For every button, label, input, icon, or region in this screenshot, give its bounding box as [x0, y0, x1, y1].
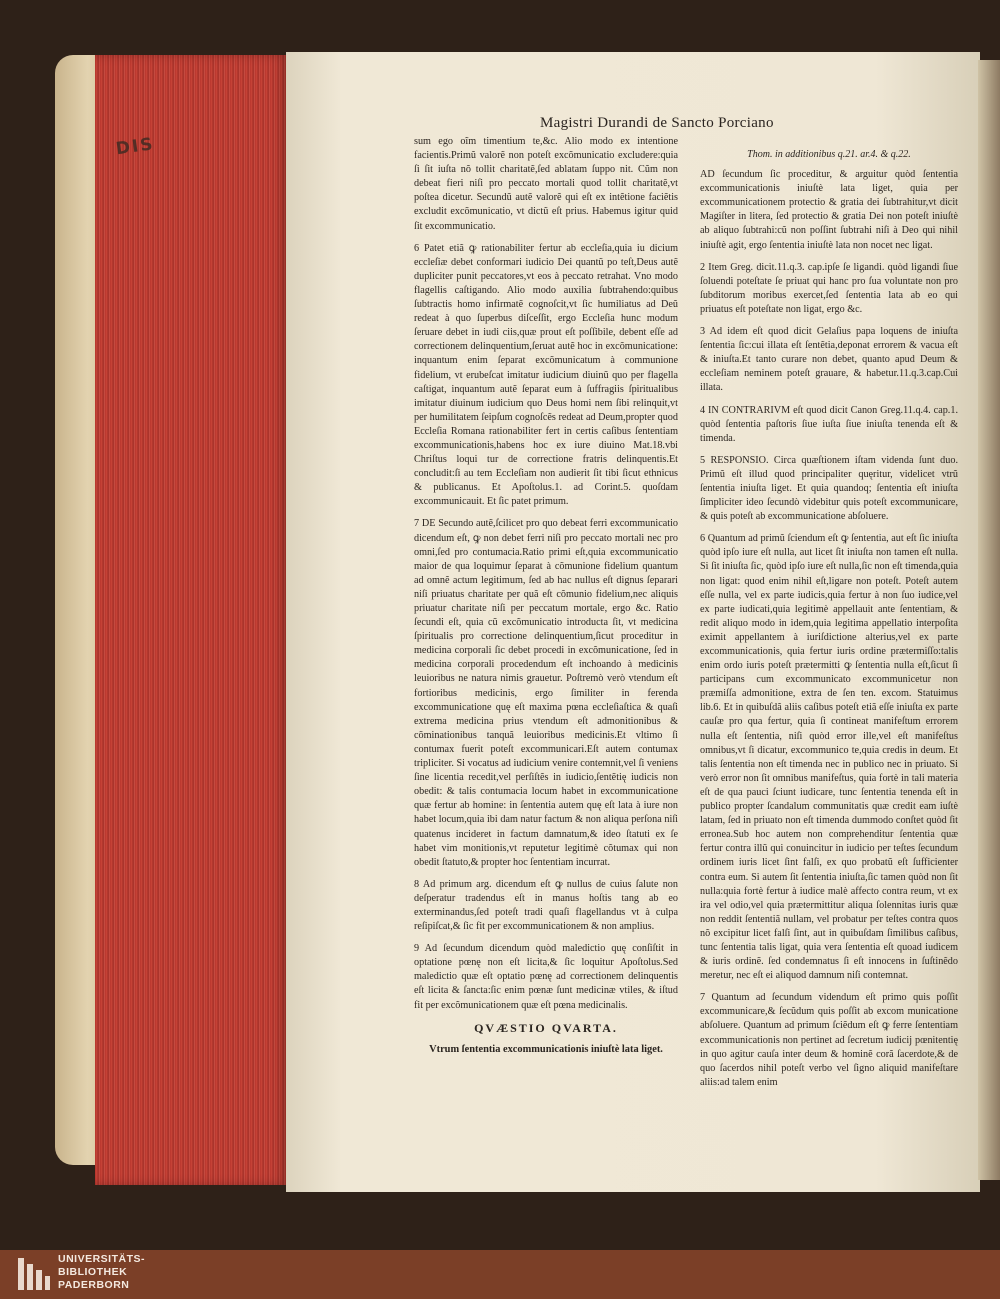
paragraph: 9 Ad ſecundum dicendum quòd maledictio quę conſiſtit in optatione pœnę non eſt licita,& ſic loquitur Apoſtolus.Sed maledictio quæ eſt optatio pœnę ad correctionem delinquentis eſt licita & ſancta:ſic enim pœnæ ſunt medicinæ vtiles, & iſtud fit per excõmunicationem quæ eſt pœna medicinalis.: [414, 943, 678, 1011]
paragraph: 2 Item Greg. dicit.11.q.3. cap.ipſe ſe ligandi. quòd ligandi ſiue ſoluendi poteſtate ſe priuat qui hanc pro ſua voluntate non pro ſubditorum moribus exercet,ſed ſententia lata ab eo qui priuatus eſt poteſtate non ligat, ergo &c.: [700, 261, 958, 315]
marginal-reference: Thom. in additionibus q.21. ar.4. & q.22.: [747, 149, 911, 160]
paragraph: 6 Quantum ad primũ ſciendum eſt ꝙ ſententia, aut eſt ſic iniuſta quòd ipſo iure eſt nulla, aut licet ſit iniuſta non tamen eſt nulla. Si ſit iniuſta ſic, quòd ipſo iure eſt nulla,ſic non eſt timenda,quia non ligat: quod enim nihil eſt,ligare non poteſt. Poteſt autem eſſe nulla, vel ex parte iudicis,quia fertur à non ſuo iudice,vel ex parte iudicati,quia legitimè appellauit ante ſententiam, & redit aliquo modo in idem,quia legitima appellatio interpoſita eximit appellantem à iuriſdictione alterius,vel ex parte excommunicationis, quia fertur iuris ordine prætermiſſo:talis enim ordo iuris poteſt prætermitti ꝙ ſententia nulla eſt,ſicut ſi participans cum excommunicato excommunicetur non præmiſſa admonitione, extra de ſen ten. excom. Statuimus lib.6. Et in quibuſdã aliis caſibus poteſt etiã eſſe iniuſta ex parte cauſæ pro qua fertur, quia ſi contineat manifeſtum errorem nulla eſt ſententia, niſi quòd error ille,vel eſt manifeſtus omnibus,vt ſi dicatur, excommunico te,quia credis in deum. Et talis ſententia non eſt timenda nec in publico nec in priuato. Si verò error non ſit omnibus manifeſtus, quia fortè in tali materia eſt de qua pauci ſciunt iudicare, tunc ſententia tenenda eſt in publico propter ſcandalum communitatis quæ credit eam iuſtè latam, ſed in priuato non eſt timenda dummodo conſtet quòd ſit erronea.Sub hoc autem non comprehenditur ſententia quæ fertur contra illũ qui conuincitur in iudicio per teſtes ſecundum ordinem iuris licet ſint falſi, ex quo probatũ eſt ſufficienter contra eum. Si autem ſit ſententia iniuſta,ſic tamen quòd non ſit nulla:quia fortè fertur à iudice malè affecto contra reum, vt ex ira vel odio,vel quia prætermittitur aliqua ſolennitas iuris quæ non reddit ſententiã nullam, vel probatur per teſtes contra quos nõ excipitur licet falſi ſint, aut in quibuſdam ſimilibus caſibus, tunc ſententia talis ligat, quia vera ſententia eſt quoad iudicem & iuris ordinẽ. ſed condemnatus ſi eſt innocens in ſuſtinẽdo meretur, nec eſt ei aliquod damnum niſi contemnat.: [700, 533, 958, 982]
left-text-column: [414, 135, 678, 1065]
paragraph: 8 Ad primum arg. dicendum eſt ꝙ nullus de cuius ſalute non deſperatur tradendus eſt in manus hoſtis tang ab eo exterminandus,ſed poteſt tradi quaſi flagellandus vt à culpa reſipiſcat,& ſic fit per excommunicationem & non amplius.: [414, 878, 678, 933]
paragraph: 5 RESPONSIO. Circa quæſtionem iſtam videnda ſunt duo. Primũ eſt illud quod principaliter quęritur, videlicet vtrũ ſententia iniuſta liget. Et quia quandoq; ſententia eſt iniuſta ſimpliciter ideo ſecundò videbitur quis poteſt excommunicare, & quis poteſt ab excommunicatione abſoluere.: [700, 454, 958, 523]
paragraph: 7 DE Secundo autẽ,ſcilicet pro quo debeat ferri excommunicatio dicendum eſt, ꝙ non debet ferri niſi pro peccato mortali nec pro omni,ſed pro contumacia.Ratio primi eſt,quia excommunicatio maior de qua loquimur ſeparat à cõmunione fidelium quantum ad omnẽ actum legitimum, ſed ab hac nullus eſt dignus ſeparari niſi priuatus charitate per quã eſt cõmunio fidelium,nec aliquis priuatur charitate niſi per peccatum mortale, ergo &c. Ratio ſecundi eſt, quia cũ excõmunicatio introducta ſit, vt medicina ſpiritualis pro correctione delinquentium,ſicut proceditur in medicina corporali ſic debet procedi in excõmunicatione, ſed in medicina corporali procedendum eſt inchoando à medicinis leuioribus ne natura nimis grauetur. Poſtremò verò vtendum eſt fortioribus medicinis, ergo ſimiliter in ferenda excommunicatione quę eſt maxima pœna eccleſiaſtica & quaſi extrema medicina prius vtendum eſt admonitionibus & cõminationibus tanquã leuioribus medicinis.Et vltimo ſi contumax fuerit poteſt excommunicari.Eſt autem contumax tripliciter. Si vocatus ad iudicium venire contemnit,vel ſi veniens ſine licentia recedit,vel perſiſtẽs in iudicio,ſentẽtię iudicis non obedit: & talis contumacia locum habet in excommunicatione quæ fertur ab homine: in ſententia autem quę eſt lata à iure non habet locum,quia ibi dam natur factum & non aliqua perſona niſi quatenus incideret in factum damnatum,& ideo ſtatuti ex ſe habet vim monitionis,vt reputetur legitimè cõtumax qui non obedit ſtatuto,& propter hoc ſententiam incurrat.: [414, 518, 678, 868]
library-logo-icon: [18, 1258, 50, 1290]
paragraph: 3 Ad idem eſt quod dicit Gelaſius papa loquens de iniuſta ſententia ſic:cui illata eſt ſentẽtia,deponat errorem & vacua eſt & iniuſta.Et tanto curare non debet, quanto apud Deum & eccleſiam neminem poteſt grauare, & habetur.11.q.3.cap.Cui illata.: [700, 326, 958, 394]
question-subtitle: Vtrum ſententia excommunicationis iniuſtè lata liget.: [429, 1043, 663, 1055]
right-text-column: [700, 148, 958, 1098]
question-title: QVÆSTIO QVARTA.: [474, 1020, 618, 1035]
red-fore-edge: [95, 55, 288, 1185]
library-name-line: UNIVERSITÄTS-: [58, 1253, 146, 1265]
paragraph: 7 Quantum ad ſecundum videndum eſt primo quis poſſit excommunicare,& ſecũdum quis poſſit ab excom municatione abſoluere. Quantum ad primum ſciẽdum eſt ꝙ ferre ſententiam excommunicationis non pertinet ad ſecretum iudicij pœnitentię in quo agitur cauſa inter deum & hominẽ corã ſacerdote,& de quo ſacerdos nihil poteſt verbo vel ſigno aliquid manifeſtare aliis:ad talem enim: [700, 992, 958, 1088]
paragraph: 6 Patet etiã ꝙ rationabiliter fertur ab eccleſia,quia iu dicium eccleſiæ debet conformari iudicio Dei quantũ po teſt,Deus autẽ dupliciter punit peccatores,vt eos à peccato retrahat. Vno modo flagellis caſtigando. Alio modo auxilia ſubtrahendo:quibus ſubtractis homo infirmatẽ cognoſcit,vt ſic humiliatus ad Deũ redeat à quo ſuperbus diſceſſit, ergo Eccleſia hunc modum ſeruare debet in iudi ciis,quæ prout eſt poſſibile, debent eſſe ad correctionem delinquentium,ſeruat autẽ hoc in excõmunicatione: inquantum enim ſeparat excõmunicatum à communione fidelium, vt erubeſcat imitatur iudicium diuinũ quo per flagella caſtigat, inquantum autẽ ſeparat eum à ſuffragiis ſpiritualibus imitatur diuinum iudicium quo Deus homi nem ſibi relinquit,vt per humilitatem ſeipſum cognoſcẽs redeat ad Deum,propter quod Eccleſia Romana rationabiliter fert in certis caſibus ſententiam excommunicationis,habens hoc ex iure diuino Mat.18.vbi Chriſtus loqui tur de correctione fratris delinquentis.Et concludit:ſi au tem Eccleſiam non audierit ſit tibi ſicut ethnicus & publicanus. Et Apoſtolus.1. ad Corint.5. quoſdam excommunicauit. Et ſic patet primum.: [414, 242, 678, 508]
paragraph: sum ego oĩm timentium te,&c. Alio modo ex intentione facientis.Primũ valorẽ non poteſt excõmunicatio excludere:quia ſi ſit iuſta nõ tollit charitatẽ,ſed ablatam ſuppo nit. Cũm non debeat fieri niſi pro peccato mortali quod tollit charitatẽ,vt poſtea dicetur. Secundũ autẽ valorẽ qui eſt ex intẽtione faciẽtis excludit excõmunicatio, vt dictũ eſt prius. Habemus igitur quid ſit excommunicatio.: [414, 136, 678, 232]
spine-label: DIS: [114, 134, 156, 160]
paragraph: AD ſecundum ſic proceditur, & arguitur quòd ſententia excommunicationis iniuſtè lata liget, quia per excommunicationem protectio & gratia dei ſubtrahitur,vt dicit Magiſter in litera, ſed protectio & gratia Dei non poteſt iniuſtè ab aliquo ſubtrahi:cũ non poſſint ſubtrahi niſi à Deo qui nihil iniuſtè agit, ergo ſententia iniuſtè lata non nocet nec ligat.: [700, 169, 958, 251]
page-stack-edge: [978, 60, 1000, 1180]
library-name: [58, 1253, 145, 1292]
paragraph: 4 IN CONTRARIVM eſt quod dicit Canon Greg.11.q.4. cap.1. quòd ſententia paſtoris ſiue iuſta ſiue iniuſta tenenda eſt & timenda.: [700, 404, 958, 444]
library-footer: [0, 1250, 1000, 1299]
library-name-line: PADERBORN: [58, 1279, 130, 1291]
running-head: Magistri Durandi de Sancto Porciano: [540, 115, 774, 131]
library-name-line: BIBLIOTHEK: [58, 1266, 128, 1278]
